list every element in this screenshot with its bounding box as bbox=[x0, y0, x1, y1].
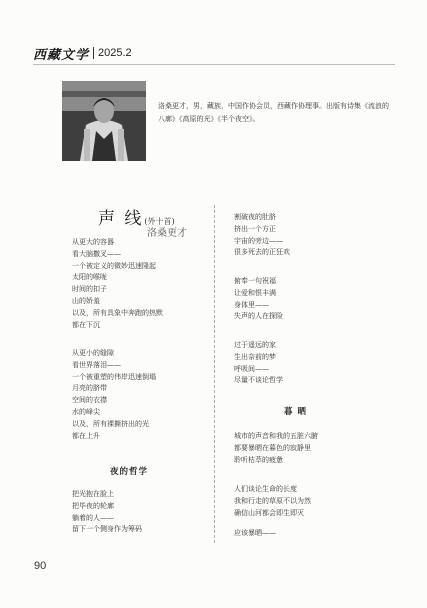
poem-line: 一个被重塑的伟岸迅速倒塌 bbox=[72, 372, 156, 381]
poem-line: 让爱和恨丰满 bbox=[234, 288, 276, 297]
poem-line: 都在下沉 bbox=[72, 320, 100, 329]
poem-line: 看大脑撒叉—— bbox=[72, 249, 121, 258]
poem-line: 城市的声音和我的五脏六腑 bbox=[234, 432, 318, 440]
poem-line: 从更小的缝隙 bbox=[72, 349, 114, 357]
poem-line: 以及，所有裸撕挤出的光 bbox=[72, 419, 149, 428]
poem-line: 过于遥远的家 bbox=[234, 341, 276, 349]
poem-line: 割破夜的肚脐 bbox=[234, 213, 276, 221]
poem-line: 水的峰尖 bbox=[72, 407, 100, 416]
poem-line: 生出奈前的梦 bbox=[234, 352, 276, 361]
poem-line: 看世界落泪—— bbox=[72, 360, 121, 369]
right-stanza-6 bbox=[234, 528, 276, 540]
author-name: 洛桑更才 bbox=[147, 228, 187, 239]
poem-line: 时间的扣子 bbox=[72, 285, 107, 294]
poem-line: 尽量不谈论哲学 bbox=[234, 376, 283, 385]
poem-line: 聆听枯萃的疲惫 bbox=[234, 455, 283, 464]
poem-line: 一个被定义的微妙迅速隆起 bbox=[72, 261, 156, 270]
column-divider bbox=[214, 205, 215, 543]
poem-line: 从更大的容器 bbox=[72, 238, 114, 246]
poem-line: 月亮的脐带 bbox=[72, 384, 107, 393]
poem-line: 山的娇羞 bbox=[72, 296, 100, 305]
poem-line: 宇宙的旁边—— bbox=[234, 236, 283, 245]
poem-subtitle: 夜的哲学 bbox=[110, 467, 149, 477]
poem-title-suffix: (外十首) bbox=[144, 217, 175, 226]
poem-line: 都在上升 bbox=[72, 431, 100, 440]
poem-line: 身体里—— bbox=[234, 300, 269, 309]
magazine-name: 西藏文学 bbox=[33, 47, 90, 63]
right-stanza-5 bbox=[234, 484, 311, 519]
poem-line: 躺着的人—— bbox=[72, 513, 114, 522]
left-stanza-1 bbox=[72, 237, 163, 331]
poem-line: 应该暴晒—— bbox=[234, 529, 276, 537]
poem-title: 声 线 bbox=[98, 209, 144, 229]
left-stanza-2 bbox=[72, 348, 156, 442]
poem-line: 把光抱在脸上 bbox=[72, 490, 114, 498]
header-divider bbox=[93, 47, 94, 59]
poem-line: 把毕夜的轮廓 bbox=[72, 501, 114, 510]
poem-line: 很多死去的正狂欢 bbox=[234, 248, 290, 257]
author-bio: 洛桑更才，男，藏族，中国作协会员，西藏作协理事。出版有诗集《流浪的八廓》《高原的光》《半个夜空》。 bbox=[158, 102, 389, 123]
right-stanza-3 bbox=[234, 340, 283, 387]
running-header bbox=[33, 44, 132, 62]
poem-line: 太阳的喉咙 bbox=[72, 273, 107, 282]
poem-line: 我和行走的草原不以为然 bbox=[234, 496, 311, 505]
right-stanza-4 bbox=[234, 431, 318, 466]
poem-line: 都要暴晒在暮色的寂静里 bbox=[234, 443, 311, 452]
poem-line: 挤出一个方正 bbox=[234, 224, 276, 233]
poem-line: 失声的人在探险 bbox=[234, 312, 283, 321]
left-stanza-3 bbox=[72, 489, 142, 536]
header-rule bbox=[33, 64, 395, 65]
page-number: 90 bbox=[34, 560, 47, 572]
poem-subtitle: 暮 晒 bbox=[284, 407, 307, 417]
right-stanza-1 bbox=[234, 212, 290, 259]
poem-line: 空间的衣襟 bbox=[72, 396, 107, 405]
poem-line: 以及，所有具象中奔跑的热默 bbox=[72, 308, 163, 317]
issue-number: 2025.2 bbox=[98, 47, 132, 59]
author-photo bbox=[62, 81, 146, 161]
poem-line: 呼吸间—— bbox=[234, 364, 269, 373]
poem-line: 留下一个侧身作为筹码 bbox=[72, 525, 142, 534]
right-stanza-2 bbox=[234, 276, 283, 323]
poem-line: 俯奉一句祝福 bbox=[234, 277, 276, 285]
poem-line: 人们谈论生命的长度 bbox=[234, 485, 297, 493]
poem-line: 确信山河都会即生即灭 bbox=[234, 508, 304, 517]
